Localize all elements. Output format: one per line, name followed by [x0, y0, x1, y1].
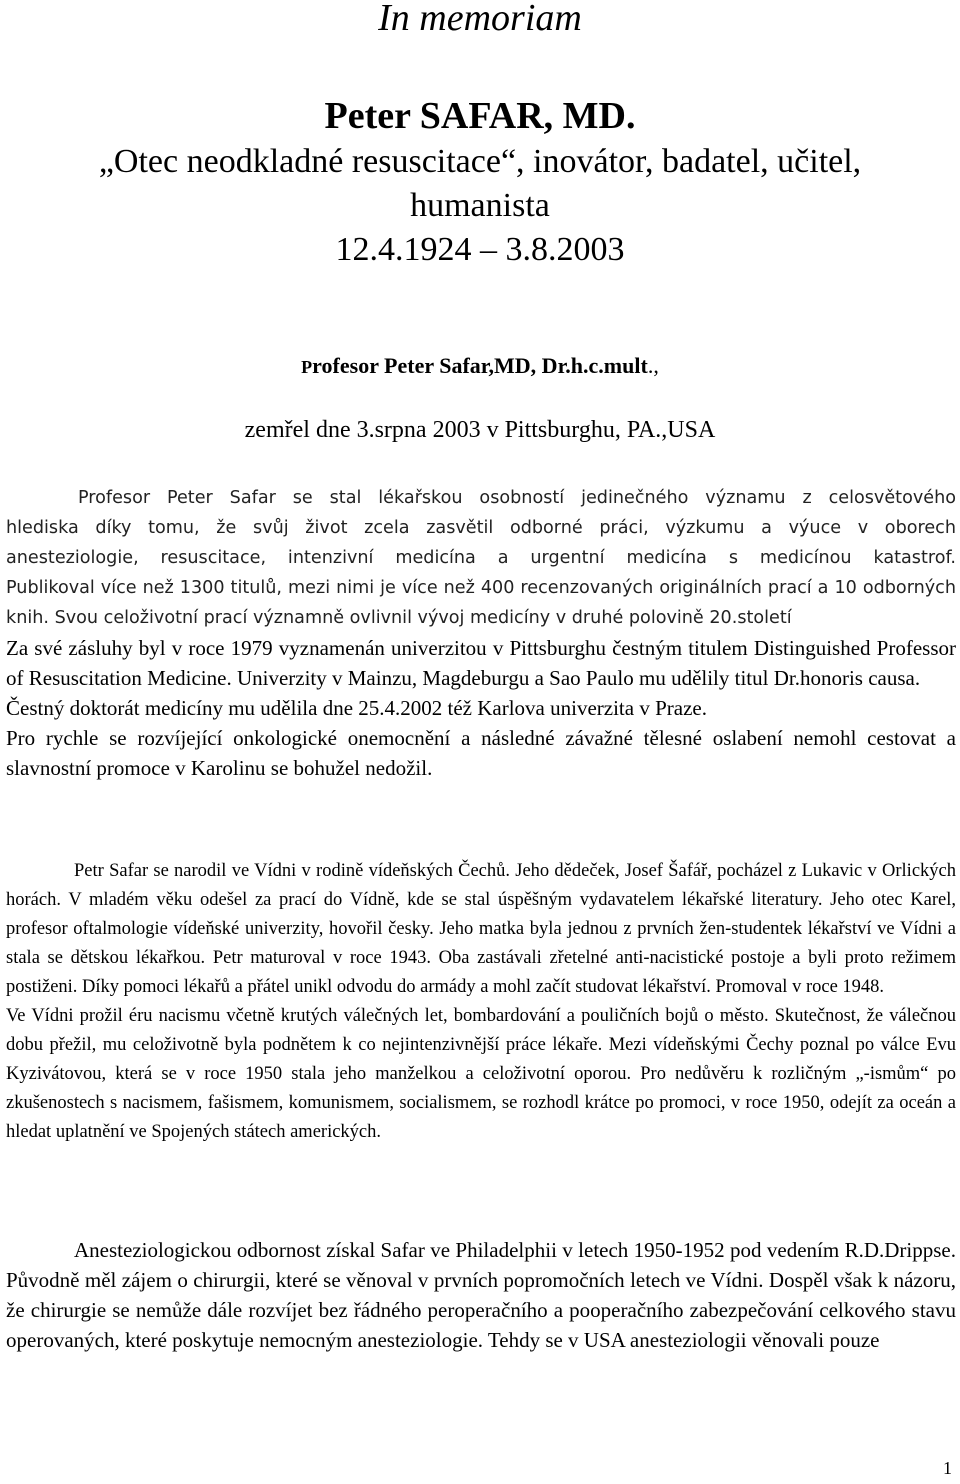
family-paragraph: Petr Safar se narodil ve Vídni v rodině vídeňských Čechů. Jeho dědeček, Josef Šafář, pocházel z Lukavic v Orlických horách. V mladém věku odešel za prací do Vídně, kde se stal úspěšným vydavatelem lékařské literatury. Jeho otec Karel, profesor oftalmologie vídeňské univerzity, hovořil česky. Jeho matka byla jednou z prvních žen-studentek lékařství ve Vídni a stala se dětskou lékařkou. Petr maturoval v roce 1943. Oba zastávali zřetelné anti-nacistické postoje a byli proto režimem postiženi. Díky pomoci lékařů a přátel unikl odvodu do armády a mohl začít studovat lékařství. Promoval v roce 1948.: [6, 861, 956, 997]
death-notice: zemřel dne 3.srpna 2003 v Pittsburghu, PA.,USA: [244, 417, 716, 443]
professor-line: [0, 353, 960, 379]
section-biography: [6, 857, 956, 1147]
subtitle-line-1: „Otec neodkladné resuscitace“, inovátor, badatel, učitel,: [98, 143, 862, 180]
page-number: 1: [943, 1458, 952, 1478]
illness-paragraph: Pro rychle se rozvíjející onkologické onemocnění a následné závažné tělesné oslabení nemohl cestovat a slavnostní promoce v Karolinu se bohužel nedožil.: [6, 726, 956, 780]
section-anesthesiology: [6, 1235, 956, 1355]
charles-university-paragraph: Čestný doktorát medicíny mu udělila dne 25.4.2002 též Karlova univerzita v Praze.: [6, 696, 707, 720]
publications-paragraph: Publikoval více než 1300 titulů, mezi nimi je více než 400 recenzovaných originálních prací a 10 odborných knih. Svou celoživotní prací významně ovlivnil vývoj medicíny v druhé polovině 20.století: [6, 578, 956, 628]
honors-paragraph: Za své zásluhy byl v roce 1979 vyznamenán univerzitou v Pittsburghu čestným titulem Distinguished Professor of Resuscitation Medicine. Univerzity v Mainzu, Magdeburgu a Sao Paulo mu udělily titul Dr.honoris causa.: [6, 636, 956, 690]
document-title: In memoriam: [378, 0, 582, 39]
war-years-paragraph: Ve Vídni prožil éru nacismu včetně krutých válečných let, bombardování a pouličních bojů o město. Skutečnost, že válečnou dobu přežil, mu celoživotně byla podnětem k co nejintenzivnější práce lékaře. Mezi vídeňskými Čechy poznal po válce Evu Kyzivátovou, která se v roce 1950 stala jeho manželkou a celoživotní oporou. Pro nedůvěru k rozličným „-ismům“ po zkušenostech s nacismem, fašismem, komunismem, socialismem, se rozhodl krátce po promoci, v roce 1950, odejít za oceán a hledat uplatnění ve Spojených státech amerických.: [6, 1006, 956, 1142]
section-achievements: [6, 483, 956, 783]
person-name: Peter SAFAR, MD.: [324, 95, 636, 137]
professor-tail: .,: [647, 353, 659, 378]
achievements-line-1: Profesor Peter Safar se stal lékařskou osobností jedinečného významu z celosvětového: [78, 488, 956, 508]
professor-rest: rofesor Peter Safar,MD, Dr.h.c.mult: [312, 353, 648, 378]
achievements-line-3: anesteziologie, resuscitace, intenzivní medicína a urgentní medicína s medicínou katastrof.: [6, 548, 956, 568]
professor-initial: P: [301, 357, 313, 377]
life-dates: 12.4.1924 – 3.8.2003: [335, 231, 625, 268]
intro-block: [0, 353, 960, 444]
achievements-line-2: hlediska díky tomu, že svůj život zcela zasvětil odborné práci, výzkumu a výuce v oborech: [6, 518, 956, 538]
anesthesiology-paragraph: Anesteziologickou odbornost získal Safar ve Philadelphii v letech 1950-1952 pod vedením R.D.Drippse. Původně měl zájem o chirurgii, které se věnoval v prvních popromočních letech ve Vídni. Dospěl však k názoru, že chirurgie se nemůže dále rozvíjet bez řádného peroperačního a pooperačního zabezpečování celkového stavu operovaných, které poskytuje nemocným anesteziologie. Tehdy se v USA anesteziologii věnovali pouze: [6, 1238, 956, 1352]
subtitle-line-2: humanista: [410, 187, 550, 224]
header-block: [0, 94, 960, 272]
